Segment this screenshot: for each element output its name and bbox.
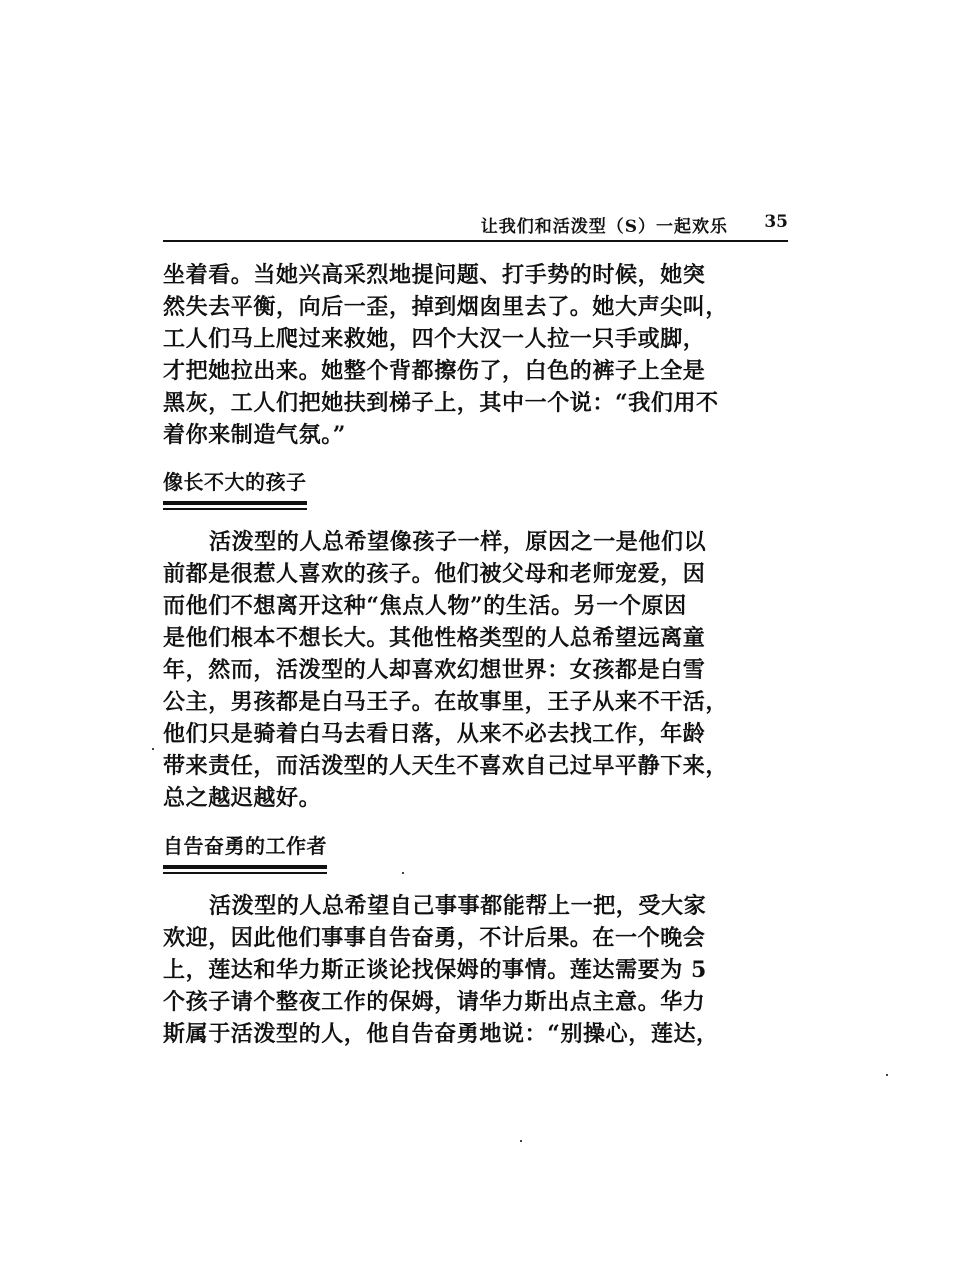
text-line: 坐着看。当她兴高采烈地提问题、打手势的时候，她突 bbox=[163, 262, 706, 288]
section-heading-text: 像长不大的孩子 bbox=[163, 470, 307, 494]
text-line: 黑灰，工人们把她扶到梯子上，其中一个说：“我们用不 bbox=[163, 390, 719, 416]
section-heading-volunteer bbox=[163, 830, 327, 874]
text-line: 总之越迟越好。 bbox=[163, 785, 322, 811]
section-heading-childlike bbox=[163, 466, 307, 510]
running-title: 让我们和活泼型（S）一起欢乐 bbox=[480, 217, 728, 237]
text-line: 前都是很惹人喜欢的孩子。他们被父母和老师宠爱，因 bbox=[163, 561, 706, 587]
page-number: 35 bbox=[764, 212, 788, 232]
heading-underline bbox=[163, 865, 327, 874]
text-line: 活泼型的人总希望像孩子一样，原因之一是他们以 bbox=[209, 529, 707, 555]
text-line: 公主，男孩都是白马王子。在故事里，王子从来不干活， bbox=[163, 689, 729, 715]
text-line: 才把她拉出来。她整个背都擦伤了，白色的裤子上全是 bbox=[163, 358, 706, 384]
text-line: 工人们马上爬过来救她，四个大汉一人拉一只手或脚， bbox=[163, 326, 706, 352]
text-line: 活泼型的人总希望自己事事都能帮上一把，受大家 bbox=[209, 893, 707, 919]
text-line: 斯属于活泼型的人，他自告奋勇地说：“别操心，莲达， bbox=[163, 1021, 719, 1047]
text-line: 年，然而，活泼型的人却喜欢幻想世界：女孩都是白雪 bbox=[163, 657, 706, 683]
text-line: 然失去平衡，向后一歪，掉到烟囱里去了。她大声尖叫， bbox=[163, 294, 729, 320]
text-line: 带来责任，而活泼型的人天生不喜欢自己过早平静下来， bbox=[163, 753, 729, 779]
scan-speck bbox=[152, 748, 154, 750]
heading-underline bbox=[163, 501, 307, 510]
text-line: 是他们根本不想长大。其他性格类型的人总希望远离童 bbox=[163, 625, 706, 651]
running-header bbox=[163, 212, 788, 242]
paragraph-continued bbox=[163, 259, 793, 451]
section-heading-text: 自告奋勇的工作者 bbox=[163, 834, 327, 858]
paragraph-childlike bbox=[163, 526, 793, 814]
text-line: 个孩子请个整夜工作的保姆，请华力斯出点主意。华力 bbox=[163, 989, 706, 1015]
paragraph-volunteer bbox=[163, 890, 793, 1050]
scan-speck bbox=[402, 872, 404, 874]
scan-speck bbox=[886, 1074, 888, 1076]
text-line: 欢迎，因此他们事事自告奋勇，不计后果。在一个晚会 bbox=[163, 925, 706, 951]
text-line: 着你来制造气氛。” bbox=[163, 422, 347, 448]
scan-speck bbox=[520, 1140, 522, 1142]
text-line: 而他们不想离开这种“焦点人物”的生活。另一个原因 bbox=[163, 593, 687, 619]
text-line: 他们只是骑着白马去看日落，从来不必去找工作，年龄 bbox=[163, 721, 706, 747]
text-line: 上，莲达和华力斯正谈论找保姆的事情。莲达需要为 5 bbox=[163, 957, 707, 983]
